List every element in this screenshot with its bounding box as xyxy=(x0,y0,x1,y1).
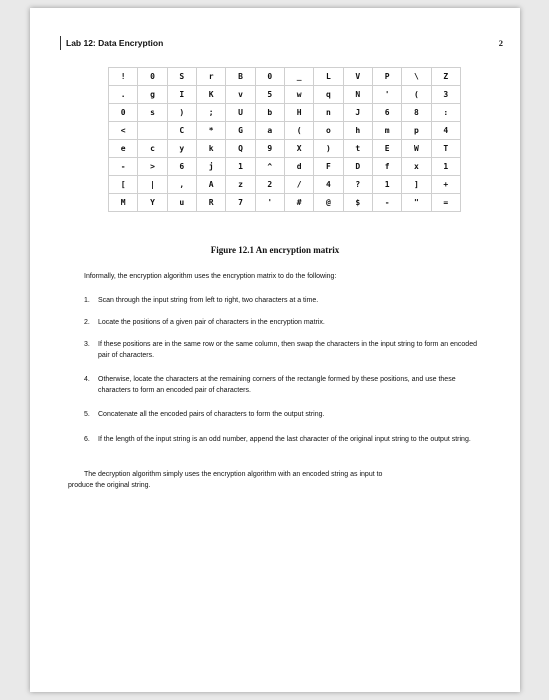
matrix-cell: $ xyxy=(343,194,372,212)
matrix-cell: 6 xyxy=(372,104,401,122)
step-number: 3. xyxy=(84,341,90,348)
matrix-cell: R xyxy=(196,194,225,212)
matrix-cell: D xyxy=(343,158,372,176)
matrix-cell: ! xyxy=(109,68,138,86)
matrix-cell: L xyxy=(314,68,343,86)
matrix-cell: K xyxy=(196,86,225,104)
step-text: Scan through the input string from left to right, two characters at a time. xyxy=(98,297,319,304)
matrix-cell: 8 xyxy=(402,104,431,122)
matrix-cell: b xyxy=(255,104,284,122)
closing-line-2: produce the original string. xyxy=(68,481,151,489)
document-page xyxy=(30,8,520,692)
matrix-cell: h xyxy=(343,122,372,140)
matrix-cell: = xyxy=(431,194,460,212)
matrix-cell: + xyxy=(431,176,460,194)
header-bar xyxy=(60,36,61,50)
matrix-cell: 9 xyxy=(255,140,284,158)
matrix-cell: ' xyxy=(372,86,401,104)
matrix-cell: _ xyxy=(284,68,313,86)
matrix-cell: Z xyxy=(431,68,460,86)
step-text: Otherwise, locate the characters at the remaining corners of the rectangle formed by these positions, and use these characters to form an encoded pair of characters. xyxy=(98,376,456,394)
matrix-cell: 4 xyxy=(314,176,343,194)
matrix-cell: ( xyxy=(402,86,431,104)
step-number: 1. xyxy=(84,297,90,304)
matrix-cell: N xyxy=(343,86,372,104)
matrix-cell: 5 xyxy=(255,86,284,104)
figure-caption: Figure 12.1 An encryption matrix xyxy=(210,245,340,255)
matrix-cell: * xyxy=(196,122,225,140)
matrix-cell: f xyxy=(372,158,401,176)
matrix-cell: t xyxy=(343,140,372,158)
step-item xyxy=(84,435,484,446)
matrix-cell: w xyxy=(284,86,313,104)
matrix-row xyxy=(109,194,461,212)
matrix-cell: T xyxy=(431,140,460,158)
matrix-cell: B xyxy=(226,68,255,86)
matrix-cell: - xyxy=(109,158,138,176)
step-text: Locate the positions of a given pair of characters in the encryption matrix. xyxy=(98,318,325,326)
matrix-cell: 7 xyxy=(226,194,255,212)
matrix-cell: Q xyxy=(226,140,255,158)
matrix-cell: F xyxy=(314,158,343,176)
matrix-cell xyxy=(138,122,167,140)
matrix-cell: X xyxy=(284,140,313,158)
matrix-cell: - xyxy=(372,194,401,212)
matrix-cell: ^ xyxy=(255,158,284,176)
matrix-cell: 6 xyxy=(167,158,196,176)
matrix-cell: ] xyxy=(402,176,431,194)
matrix-cell: y xyxy=(167,140,196,158)
matrix-row xyxy=(109,104,461,122)
matrix-row xyxy=(109,158,461,176)
matrix-cell: ' xyxy=(255,194,284,212)
matrix-cell: G xyxy=(226,122,255,140)
matrix-cell: | xyxy=(138,176,167,194)
matrix-cell: 1 xyxy=(226,158,255,176)
matrix-cell: I xyxy=(167,86,196,104)
matrix-cell: s xyxy=(138,104,167,122)
matrix-row xyxy=(109,140,461,158)
step-text: If the length of the input string is an odd number, append the last character of the original input string to the output string. xyxy=(98,435,471,443)
matrix-cell: d xyxy=(284,158,313,176)
matrix-cell: A xyxy=(196,176,225,194)
matrix-cell: ) xyxy=(314,140,343,158)
matrix-cell: E xyxy=(372,140,401,158)
matrix-cell: ) xyxy=(167,104,196,122)
matrix-cell: V xyxy=(343,68,372,86)
matrix-cell: . xyxy=(109,86,138,104)
matrix-cell: ? xyxy=(343,176,372,194)
matrix-cell: S xyxy=(167,68,196,86)
matrix-cell: \ xyxy=(402,68,431,86)
step-number: 5. xyxy=(84,411,90,418)
step-item xyxy=(84,375,484,396)
intro-paragraph: Informally, the encryption algorithm uses the encryption matrix to do the following: xyxy=(84,273,337,280)
matrix-cell: 1 xyxy=(431,158,460,176)
matrix-cell: 0 xyxy=(109,104,138,122)
matrix-cell: # xyxy=(284,194,313,212)
matrix-cell: J xyxy=(343,104,372,122)
matrix-cell: : xyxy=(431,104,460,122)
matrix-row xyxy=(109,176,461,194)
closing-paragraph xyxy=(68,470,488,491)
matrix-cell: e xyxy=(109,140,138,158)
encryption-matrix-table xyxy=(108,67,461,212)
matrix-cell: z xyxy=(226,176,255,194)
step-item xyxy=(84,296,484,307)
matrix-cell: 0 xyxy=(255,68,284,86)
matrix-cell: C xyxy=(167,122,196,140)
step-text: Concatenate all the encoded pairs of characters to form the output string. xyxy=(98,411,325,418)
matrix-cell: k xyxy=(196,140,225,158)
matrix-cell: > xyxy=(138,158,167,176)
matrix-cell: < xyxy=(109,122,138,140)
matrix-cell: / xyxy=(284,176,313,194)
matrix-cell: M xyxy=(109,194,138,212)
matrix-cell: x xyxy=(402,158,431,176)
closing-line-1: The decryption algorithm simply uses the encryption algorithm with an encoded string as input to xyxy=(84,471,383,478)
algorithm-steps xyxy=(84,296,484,445)
matrix-cell: a xyxy=(255,122,284,140)
step-item xyxy=(84,410,484,421)
matrix-cell: Y xyxy=(138,194,167,212)
matrix-cell: j xyxy=(196,158,225,176)
matrix-cell: " xyxy=(402,194,431,212)
matrix-cell: n xyxy=(314,104,343,122)
matrix-cell: 1 xyxy=(372,176,401,194)
step-item xyxy=(84,318,484,329)
matrix-cell: , xyxy=(167,176,196,194)
matrix-cell: W xyxy=(402,140,431,158)
matrix-cell: c xyxy=(138,140,167,158)
step-number: 2. xyxy=(84,318,90,326)
matrix-cell: ; xyxy=(196,104,225,122)
matrix-row xyxy=(109,86,461,104)
matrix-cell: g xyxy=(138,86,167,104)
matrix-cell: v xyxy=(226,86,255,104)
matrix-cell: 0 xyxy=(138,68,167,86)
matrix-cell: r xyxy=(196,68,225,86)
matrix-cell: 4 xyxy=(431,122,460,140)
step-text: If these positions are in the same row or the same column, then swap the characters in the input string to form an encoded pair of characters. xyxy=(98,341,477,359)
matrix-cell: H xyxy=(284,104,313,122)
matrix-cell: q xyxy=(314,86,343,104)
matrix-cell: u xyxy=(167,194,196,212)
step-item xyxy=(84,340,484,361)
matrix-cell: [ xyxy=(109,176,138,194)
matrix-cell: 3 xyxy=(431,86,460,104)
matrix-cell: m xyxy=(372,122,401,140)
page-number: 2 xyxy=(498,38,503,48)
matrix-cell: o xyxy=(314,122,343,140)
matrix-cell: p xyxy=(402,122,431,140)
step-number: 4. xyxy=(84,376,90,383)
matrix-row xyxy=(109,68,461,86)
matrix-cell: P xyxy=(372,68,401,86)
matrix-cell: 2 xyxy=(255,176,284,194)
matrix-cell: @ xyxy=(314,194,343,212)
page-title: Lab 12: Data Encryption xyxy=(66,38,164,48)
matrix-cell: ( xyxy=(284,122,313,140)
step-number: 6. xyxy=(84,435,90,443)
matrix-cell: U xyxy=(226,104,255,122)
matrix-row xyxy=(109,122,461,140)
